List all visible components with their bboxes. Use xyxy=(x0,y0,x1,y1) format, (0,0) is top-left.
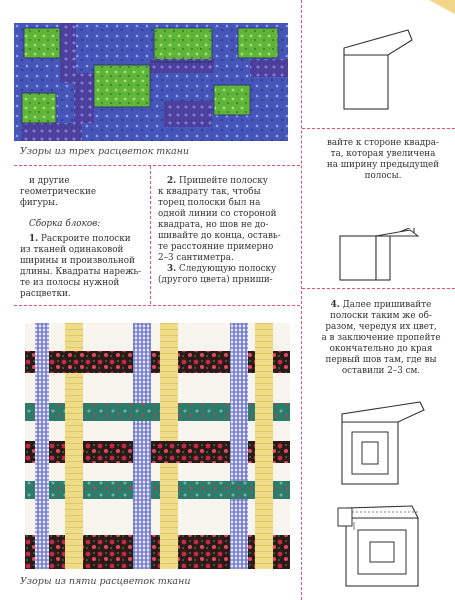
step4-line1: Далее пришивайте xyxy=(342,300,432,310)
col3-top-line4: полосы. xyxy=(364,171,402,181)
column-3-top-text xyxy=(314,138,452,182)
step1-line4: длины. Квадраты нарежь- xyxy=(20,267,142,277)
diagram-step3 xyxy=(330,228,440,288)
divider-vertical-right xyxy=(301,0,302,600)
step1-line3: ширины и произвольной xyxy=(20,256,135,266)
step2-line3: торец полоски был на xyxy=(158,198,261,208)
divider-right-2 xyxy=(302,288,455,289)
step4-line5: окончательно до края xyxy=(329,344,433,354)
column-3-step4-text xyxy=(310,300,452,377)
column-2-text xyxy=(158,176,298,286)
step2-number: 2. xyxy=(167,176,177,186)
step2-line4: одной линии со стороной xyxy=(158,209,277,219)
caption-top: Узоры из трех расцветок ткани xyxy=(20,146,190,157)
quilt-five-colors-svg xyxy=(25,323,290,569)
divider-top-left xyxy=(14,165,300,166)
page-corner-fold xyxy=(429,0,455,14)
assembly-heading: Сборка блоков: xyxy=(29,219,101,229)
step4-number: 4. xyxy=(330,300,340,310)
quilt-photo-three-colors xyxy=(14,23,288,141)
step1-line6: расцветки. xyxy=(20,289,71,299)
step4-line3: разом, чередуя их цвет, xyxy=(325,322,437,332)
diagram-step4b xyxy=(332,498,442,593)
step1-line2: из тканей одинаковой xyxy=(20,245,124,255)
step4-line2: полоски таким же об- xyxy=(330,311,432,321)
step2-line6: шивайте до конца, оставь- xyxy=(158,231,281,241)
step1-line5: те из полосы нужной xyxy=(20,278,120,288)
column-1-text xyxy=(20,176,148,300)
divider-mid-left xyxy=(14,305,300,306)
step1-number: 1. xyxy=(29,234,39,244)
divider-vertical-left xyxy=(150,166,151,304)
step4-line6: первый шов там, где вы xyxy=(325,355,437,365)
step1-line1: Раскроите полоски xyxy=(40,234,131,244)
col3-top-line2: та, которая увеличена xyxy=(330,149,436,159)
col3-top-line1: вайте к стороне квадра- xyxy=(326,138,440,148)
divider-right-1 xyxy=(302,128,455,129)
step2-line5: квадрата, но шов не до- xyxy=(158,220,269,230)
step3-number: 3. xyxy=(167,264,177,274)
step2-line7: те расстояние примерно xyxy=(158,242,274,252)
col1-line1: и другие геометрические xyxy=(20,176,97,197)
quilt-three-colors-svg xyxy=(14,23,288,141)
step2-line8: 2–3 сантиметра. xyxy=(158,253,234,263)
step2-line2: к квадрату так, чтобы xyxy=(158,187,261,197)
diagram-step2 xyxy=(330,20,440,115)
step4-line4: а в заключение пропейте xyxy=(321,333,441,343)
step2-line1: Пришейте полоску xyxy=(178,176,268,186)
col3-top-line3: на ширину предыдущей xyxy=(326,160,440,170)
step4-line7: оставили 2–3 см. xyxy=(341,366,421,376)
step3-line1: Следующую полоску xyxy=(178,264,277,274)
diagram-step4a xyxy=(332,400,442,490)
caption-bottom: Узоры из пяти расцветок ткани xyxy=(20,576,191,587)
quilt-photo-five-colors xyxy=(25,323,290,569)
step3-line2: (другого цвета) прниши- xyxy=(158,275,273,285)
col1-line2: фигуры. xyxy=(20,198,58,208)
